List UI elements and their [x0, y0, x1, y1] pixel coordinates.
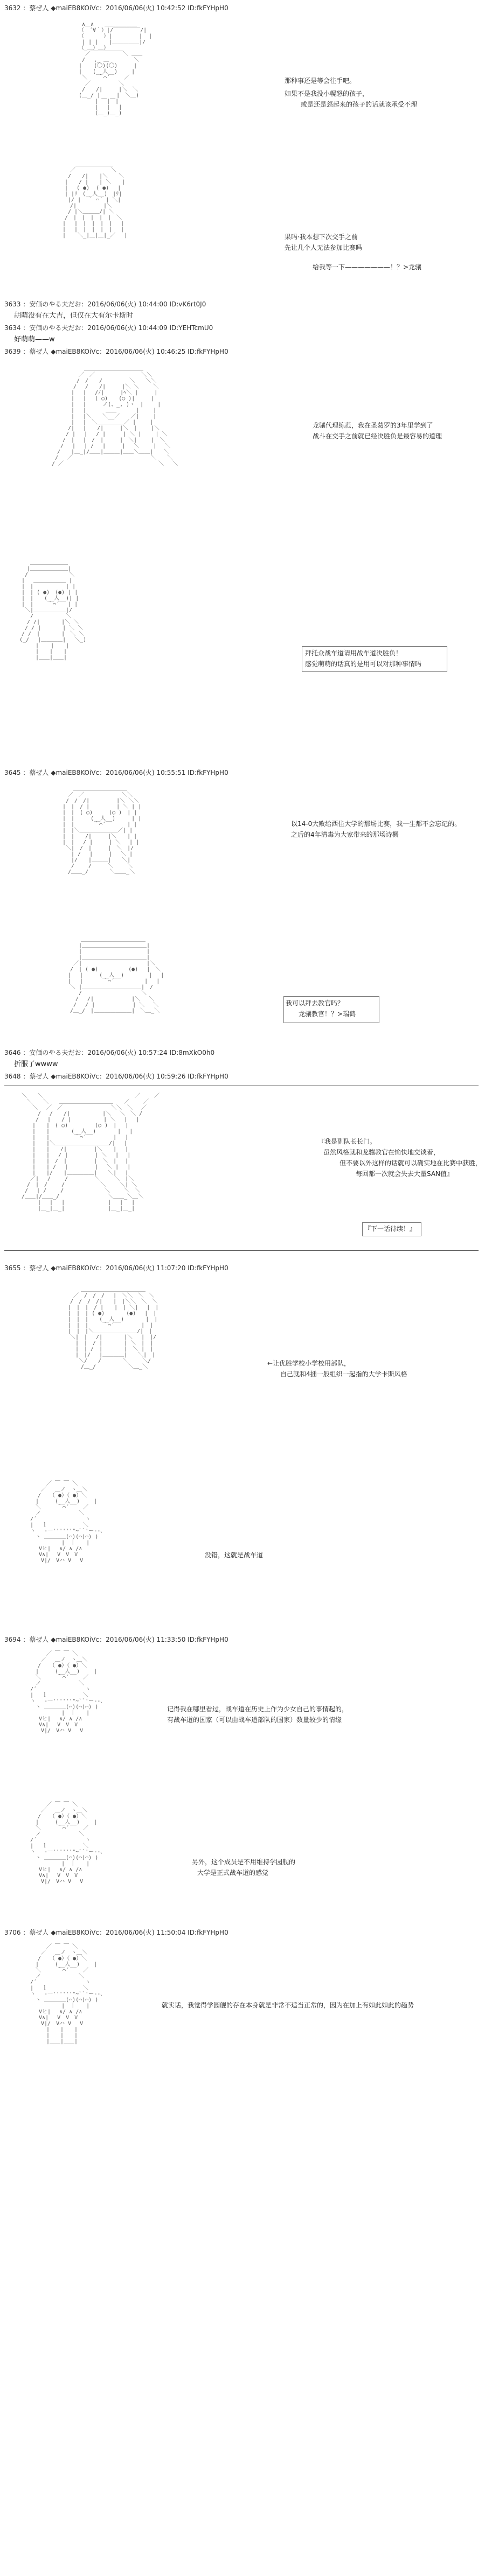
post-date: 2016/06/06(火) 11:50:04	[106, 1929, 186, 1936]
post-header: 3706 ：蔡ぜ人 ◆maiEB8KOiVc：2016/06/06(火) 11:50:04 ID:fkFYHpH0	[4, 1929, 228, 1936]
speech-line: 另外，这个成员是不用维持学园舰的	[192, 1858, 296, 1866]
speech-line: 记得我在哪里看过，战车道在历史上作为少女自己的事情起的，	[167, 1705, 349, 1713]
poster-name: 安価のやる夫だお	[29, 324, 81, 332]
speech-line: 没错，这就是战车道	[205, 1551, 264, 1559]
speech-block	[162, 2000, 414, 2011]
speech-line: 战斗在交手之前就已经决胜负是最容易的道理	[313, 432, 442, 440]
speech-line: 龙骧代理练范，我在圣葛罗的3年里学到了	[313, 422, 433, 429]
post-header: 3634 ：安価のやる夫だお：2016/06/06(火) 10:44:09 ID:YEHTcmU0	[4, 324, 213, 332]
speech-line: 龙骧教官！？>瑞鹤	[299, 1010, 356, 1018]
speech-line: 之后的4年清毒为大家带来的那场诗概	[291, 831, 399, 838]
ascii-art-figure: ＼ ＼ ／ ／ ＼ ＼ ＿＿＿＿＿＿＿＿＿＿ ／ ／ ＼ ／ ／ ＼＼ ＼ ／ / / /| |＼ ＼ ＼ / / | / | | ＼ | | | | ( ○) (○ ) | | | | (__人__) | | | | ｀⌒´ | | | |＼＿＿＿＿＿＿＿＿＿＿/| | | | /| |＼ | | | | / | | ＼ | | | | / | | ＼ | | | | / | | ＼ | | | |/ |＿＿＿＿＿| ＼| | ／| / / ＼ ＼ |＼ / | / / ＼ ＼| ＼ / | / / ＼ ＼ ＼ /＿＿|/＿＿_/ ＼＿＿_＼＿＼ | | | | | | |＿_|＿_| |＿_|＿_|	[21, 1093, 160, 1212]
post-header: 3646 ：安価のやる夫だお：2016/06/06(火) 10:57:24 ID:8mXkO0h0	[4, 1049, 215, 1056]
speech-block	[167, 1704, 348, 1725]
speech-line: 果吗·我本想下次交手之前	[285, 233, 358, 241]
post-number: 3646	[4, 1049, 21, 1056]
speech-block	[285, 75, 417, 110]
speech-line: 以14-0大败给西住大学的那场比赛，我一生都不会忘记的。	[291, 820, 461, 828]
post-id: ID:fkFYHpH0	[188, 1929, 228, 1936]
post-date: 2016/06/06(火) 10:44:00	[87, 300, 168, 308]
speech-block	[267, 1358, 407, 1380]
post-header: 3694 ：蔡ぜ人 ◆maiEB8KOiVc：2016/06/06(火) 11:33:50 ID:fkFYHpH0	[4, 1636, 228, 1643]
post-body: 折服了wwww	[14, 1060, 58, 1068]
post-number: 3633	[4, 300, 21, 308]
speech-line: 或是还是怒起来的孩子的话就该承受不理	[301, 101, 418, 108]
post-id: ID:fkFYHpH0	[188, 1264, 228, 1272]
speech-block	[205, 1550, 263, 1560]
poster-trip: ◆maiEB8KOiVc	[51, 4, 100, 12]
ascii-art-figure: ／ ￣ ￣ ＼ ／ ＿ノ ヽ＿＼ / （ ●）（ ●）＼ | (__人__) | ＼ ｀⌒´ ／ ノ ＼ /´ ヽ | ｌ ＼ ヽ -一''''''"~``'ー--､ ヽ ＿＿＿＿(⌒)(⌒)⌒) ) | ｜ | Vヒ| ∧/ ∧ /∧ V∧| V V V V|/ Vハ V V	[30, 1802, 103, 1885]
post-id: ID:8mXkO0h0	[169, 1049, 215, 1056]
poster-name: 安価のやる夫だお	[29, 1049, 81, 1056]
post-number: 3634	[4, 324, 21, 332]
ascii-art-figure: ＿＿＿＿＿＿＿＿＿＿＿＿ |＿＿＿＿＿＿＿＿＿＿＿＿| | | |＿＿＿＿＿＿＿＿＿＿＿＿| ／| |＼ / | ( ●) (●) | ＼ | | (__人__) | | | | ｀⌒´ | | ＼ |＿＿＿＿＿＿＿＿＿＿＿| / / ＼ / /| |＼ ＼ / / | | ＼ ＼ /＿_/ |＿＿＿＿＿＿＿| ＼＿_＼	[68, 937, 164, 1014]
post-id: ID:vK6rt0J0	[169, 300, 206, 308]
poster-name: 蔡ぜ人	[29, 348, 49, 355]
speech-line: 如果不是我没小幌怒的孩子，	[285, 90, 369, 97]
poster-trip: ◆maiEB8KOiVc	[51, 1929, 100, 1936]
post-header: 3648 ：蔡ぜ人 ◆maiEB8KOiVc：2016/06/06(火) 10:59:26 ID:fkFYHpH0	[4, 1073, 228, 1080]
ascii-art-figure: ＿＿＿＿＿＿＿ |＿＿＿＿＿＿＿| / ＼ | ＿＿＿＿＿＿ | | | | | | | ( ●) (●) | | | | (__人__)| | | | ｀⌒´ | | ＼|＿＿＿＿＿＿|/ / ＼ / /| |＼ ＼ / / | | ＼ ＼ / / | | ＼ ＼ (_/ |＿＿＿＿| ＼_) | | | | | | |＿＿|＿＿|	[19, 560, 87, 661]
speech-line: 我可以拜去教官吗？	[286, 999, 344, 1007]
speech-line: 每回都一次就会失去大量SAN值』	[356, 1170, 454, 1178]
post-header: 3639 ：蔡ぜ人 ◆maiEB8KOiVc：2016/06/06(火) 10:46:25 ID:fkFYHpH0	[4, 348, 228, 355]
ascii-art-figure: ＿＿＿＿＿＿＿＿＿＿ ／ ／ ＼＼ / / /| |＼ ＼＼ | | / | | ＼ | | | | ( ○) (○ ) | | | | (__人__) | | | | ｀⌒´ | | | |＼＿＿＿＿＿＿＿／| | | | /| |＼ | | | | / | | ＼ | | ＼| / | | ＼ |/ | / | | ＼ | |/ |＿＿＿| ＼| / / ＼ ＼ /＿＿_/ ＼＿＿_＼	[62, 786, 142, 875]
ascii-art-figure: ＿＿＿＿＿＿＿ ／ ＼ / /| |＼ ＼ | / | | ＼ | | ( ●) ( ●) | | |ﾘ (__人__) |ﾘ| |/ | ｀ ⌒´ | ＼| /| |＼ / |＼＿＿＿/| ＼ / | | | | | ＼ | | | | | | | | | | | | | | | ＼_|＿|＿|_／ |	[63, 162, 128, 239]
post-date: 2016/06/06(火) 10:59:26	[106, 1073, 186, 1080]
post-id: ID:fkFYHpH0	[188, 348, 228, 355]
post-number: 3706	[4, 1929, 21, 1936]
post-number: 3639	[4, 348, 21, 355]
post-header: 3645 ：蔡ぜ人 ◆maiEB8KOiVc：2016/06/06(火) 10:55:51 ID:fkFYHpH0	[4, 769, 228, 776]
speech-block	[313, 420, 442, 442]
ascii-art-figure: ＿＿＿＿＿＿＿＿＿＿＿＿ ／ / / / | ＼＼ ＼ ＼ / / / /| | |＼＼ ＼ ＼ | | | / | | | ＼| | | | | | ( ●) (●) | | | | | (__人__) | | | | | ｀⌒´ | | | | |＼＿＿＿＿＿＿＿＿/| | ＼| | /| |＼ | |/ | | / | | ＼ | | | | / | | ＼ | | | |/ |＿＿＿＿| ＼| | ＼/ / ＼ ＼/ /＿_/ ＼＿_＼	[68, 1287, 159, 1370]
ascii-art-figure: ∧＿∧ ＿＿＿＿＿＿ （ ´∀｀）|/￣￣￣￣￣/| （ ）| | | | | | |＿＿＿＿＿|/ （_＿）＿） ／￣￣￣￣￣￣＼ ＿＿ / ,_ ＿ ＼ | (〇)(〇) | | (__人__) | ＼ ｀⌒´ ／ ／ ＼ / /| |＼ ＼ (＿_/ | | ＼＿) | ￣|￣| | | | (＿_)＿_)	[79, 22, 153, 116]
ascii-art-figure: ／ ￣ ￣ ＼ ／ ＿ノ ヽ＿＼ / （ ●）（ ●）＼ | (__人__) | ＼ ｀⌒´ ／ ノ ＼ /´ ヽ | ｌ ＼ ヽ -一''''''"~``'ー--､ ヽ ＿＿＿＿(⌒)(⌒)⌒) ) | ｜ | Vヒ| ∧/ ∧ /∧ V∧| V V V V|/ Vハ V V | | | | | | |＿＿|＿＿|	[30, 1944, 103, 2045]
ascii-art-figure: ＿＿＿＿＿＿＿＿＿＿＿ ／ ／ ＼＼ / / / ＼ ＼＼ / / /| |＼ ＼ ＼ | | /ﾉ| |ﾍ＼ | | | | ( ○) (○ )| | | | ノ(、_, )ヽ | | | | ＿＿ | | | |＼ ＼__／ ／| | | | ＼＿＿＿＿＿／ | | /| | /| |＼ | |＼ / | | / | | ＼ | | ＼ / | | / | | ＼| | ＼ / | | / | | ＼ | ＼ / |＿_|/＿＿|＿＿＿|＿＿＼＿＿| ＼ / ／ ＼ ＼ / ／ ＼ ＼	[52, 366, 178, 467]
speech-line: ←让优胜学校小学校用部队，	[267, 1360, 351, 1367]
speech-line: 但不要以外这样的话就可以确实地在比赛中获胜，	[340, 1159, 482, 1167]
speech-block	[286, 998, 356, 1019]
speech-block	[364, 1223, 416, 1234]
speech-line: 拜托众战车道请用战车道决胜负！	[305, 649, 403, 657]
speech-line: 自己就和4插一般组织一起指的大学卡斯风格	[280, 1370, 407, 1378]
poster-name: 蔡ぜ人	[29, 1264, 49, 1272]
speech-block	[291, 818, 461, 840]
post-body: 好萌萌——w	[14, 335, 55, 344]
poster-name: 蔡ぜ人	[29, 1929, 49, 1936]
post-id: ID:fkFYHpH0	[188, 1073, 228, 1080]
poster-name: 蔡ぜ人	[29, 1073, 49, 1080]
post-body: 胡萌没有在大吉，但仅在大有尔卡斯时	[14, 312, 134, 320]
speech-line: 虽然风格就和龙骧教官在愉快地交谈着，	[323, 1149, 440, 1156]
post-header: 3655 ：蔡ぜ人 ◆maiEB8KOiVc：2016/06/06(火) 11:07:20 ID:fkFYHpH0	[4, 1264, 228, 1272]
post-number: 3632	[4, 4, 21, 12]
poster-trip: ◆maiEB8KOiVc	[51, 348, 100, 355]
speech-line: 『我是副队长长门。	[318, 1138, 377, 1145]
poster-name: 蔡ぜ人	[29, 4, 49, 12]
post-date: 2016/06/06(火) 10:46:25	[106, 348, 186, 355]
speech-line: 那种事还是等会往手吧。	[285, 77, 356, 85]
speech-block	[305, 648, 421, 669]
speech-block	[313, 262, 421, 272]
poster-trip: ◆maiEB8KOiVc	[51, 1073, 100, 1080]
speech-line: 大学是正式战车道的感觉	[197, 1869, 269, 1877]
speech-line: 『下一话待续！』	[364, 1225, 417, 1233]
post-number: 3655	[4, 1264, 21, 1272]
speech-block	[285, 232, 362, 253]
poster-trip: ◆maiEB8KOiVc	[51, 1636, 100, 1643]
poster-name: 安価のやる夫だお	[29, 300, 81, 308]
poster-trip: ◆maiEB8KOiVc	[51, 1264, 100, 1272]
post-header: 3632 ：蔡ぜ人 ◆maiEB8KOiVc：2016/06/06(火) 10:42:52 ID:fkFYHpH0	[4, 4, 228, 12]
post-number: 3645	[4, 769, 21, 776]
divider-line	[4, 1250, 479, 1251]
post-date: 2016/06/06(火) 10:42:52	[106, 4, 186, 12]
speech-line: 给我等一下———————！？>龙骧	[313, 263, 422, 271]
ascii-art-figure: ／ ￣ ￣ ＼ ／ ＿ノ ヽ＿＼ / （ ●）（ ●）＼ | (__人__) | ＼ ｀⌒´ ／ ノ ＼ /´ ヽ | ｌ ＼ ヽ -一''''''"~``'ー--､ ヽ ＿＿＿＿(⌒)(⌒)⌒) ) | ｜ | Vヒ| ∧/ ∧ /∧ V∧| V V V V|/ Vハ V V	[30, 1651, 103, 1734]
post-date: 2016/06/06(火) 11:33:50	[106, 1636, 186, 1643]
post-date: 2016/06/06(火) 11:07:20	[106, 1264, 186, 1272]
post-date: 2016/06/06(火) 10:57:24	[87, 1049, 168, 1056]
post-number: 3648	[4, 1073, 21, 1080]
speech-block	[318, 1136, 482, 1179]
speech-line: 感觉萌萌的话真的是用可以对那种事情吗	[305, 660, 422, 668]
poster-trip: ◆maiEB8KOiVc	[51, 769, 100, 776]
post-id: ID:fkFYHpH0	[188, 769, 228, 776]
post-date: 2016/06/06(火) 10:44:09	[87, 324, 168, 332]
post-number: 3694	[4, 1636, 21, 1643]
post-date: 2016/06/06(火) 10:55:51	[106, 769, 186, 776]
post-id: ID:fkFYHpH0	[188, 1636, 228, 1643]
poster-name: 蔡ぜ人	[29, 769, 49, 776]
speech-block	[192, 1857, 295, 1878]
ascii-art-figure: ／ ￣ ￣ ＼ ／ ＿ノ ヽ＿＼ / （ ●）（ ●）＼ | (__人__) | ＼ ｀⌒´ ／ ノ ＼ /´ ヽ | ｌ ＼ ヽ -一''''''"~``'ー--､ ヽ ＿＿＿＿(⌒)(⌒)⌒) ) | ｜ | Vヒ| ∧/ ∧ /∧ V∧| V V V V|/ Vハ V V	[30, 1481, 103, 1564]
speech-line: 有战车道的国家（可以由战车道部队的国家）数量较少的情缘	[167, 1716, 342, 1724]
post-id: ID:fkFYHpH0	[188, 4, 228, 12]
poster-name: 蔡ぜ人	[29, 1636, 49, 1643]
speech-line: 先让几个人无法参加比赛吗	[285, 244, 363, 251]
speech-line: 就实话，我觉得学园舰的存在本身就是非常不适当正常的，因为在加上有如此如此的趋势	[162, 2001, 414, 2009]
post-id: ID:YEHTcmU0	[169, 324, 213, 332]
post-header: 3633 ：安価のやる夫だお：2016/06/06(火) 10:44:00 ID:vK6rt0J0	[4, 300, 206, 308]
